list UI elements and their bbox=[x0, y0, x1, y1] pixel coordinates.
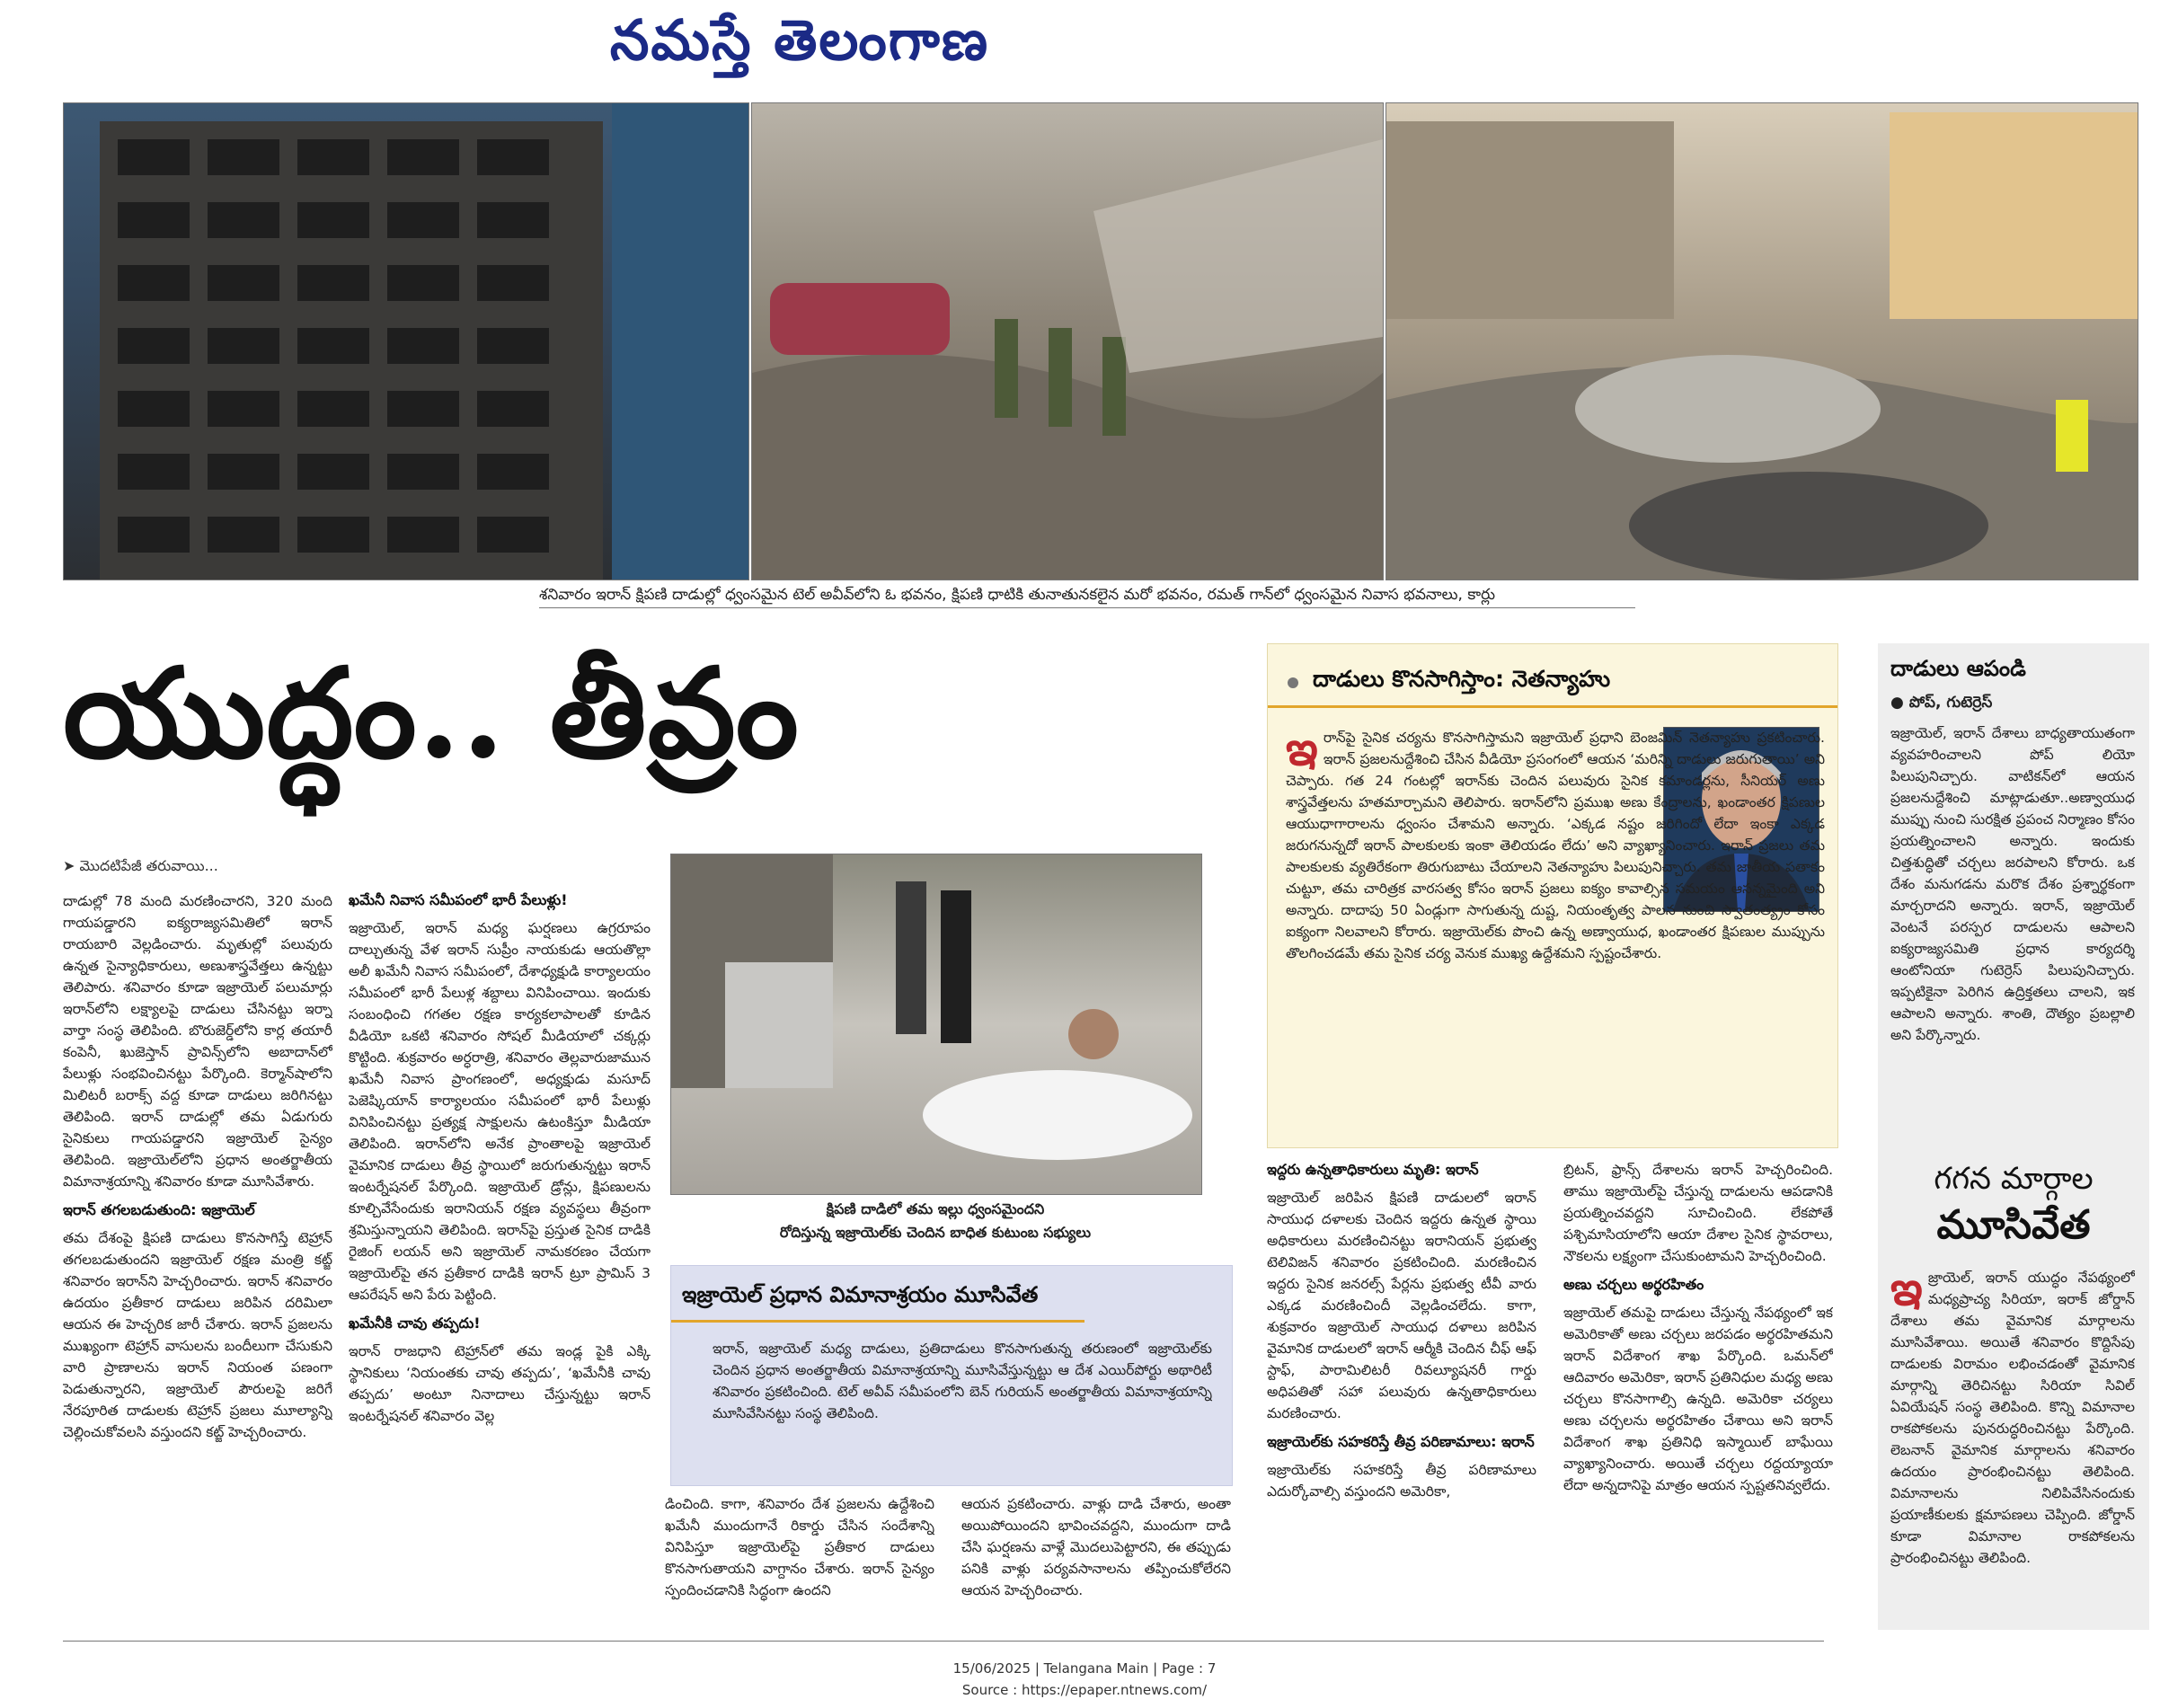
netanyahu-body-text: రాన్‌పై సైనిక చర్యను కొనసాగిస్తామని ఇజ్రాయెల్ ప్రధాని బెంజమిన్ నెతన్యాహు ప్రకటించారు. ఇరాన్ ప్రజలనుద్దేశించి చేసిన వీడియో ప్రసంగంలో ఆయన ‘మరిన్ని దాడులు జరుగుతాయి’ అని చెప్పారు. గత 24 గంటల్లో ఇరాన్‌కు చెందిన పలువురు సైనిక కమాండర్లను, సీనియర్ అణు శాస్త్రవేత్తలను హతమార్చామని తెలిపారు. ఇరాన్‌లోని ప్రముఖ అణు కేంద్రాలను, ఖండాంతర క్షిపణుల ఆయుధాగారాలను ధ్వంసం చేశామని అన్నారు. ‘ఎక్కడ నష్టం జరిగిందో లేదా ఇంకా ఎక్కడ జరుగనున్నదో ఇరాన్ పాలకులకు ఇంకా తెలియడం లేదు’ అని వ్యాఖ్యానించారు. ఇరాన్ ప్రజలు తమ పాలకులకు వ్యతిరేకంగా తిరుగుబాటు చేయాలని నెతన్యాహు పిలుపునిచ్చారు. తమ జాతీయ పతాకం చుట్టూ, తమ చారిత్రక వారసత్వ కోసం ఇరాన్ ప్రజలు ఐక్యం కావాల్సిన సమయం ఆసన్నమైంది అని అన్నారు. దాదాపు 50 ఏండ్లుగా సాగుతున్న దుష్ట, నియంతృత్వ పాలన నుంచి స్వాతంత్య్రం కోసం ఐక్యంగా నిలవాలని కోరారు. ఇజ్రాయెల్‌కు పొంచి ఉన్న అణ్వాయుధ, ఖండాంతర క్షిపణుల ముప్పును తొలగించడమే తమ సైనిక చర్య వెనుక ముఖ్య ఉద్దేశమని స్పష్టంచేశారు. bbox=[1286, 730, 1825, 962]
sidebar-subtitle: ● పోప్, గుటెర్రెస్ bbox=[1890, 694, 1993, 712]
sidebar-gagana-2: మూసివేత bbox=[1936, 1202, 2091, 1248]
netanyahu-title-underline bbox=[1268, 705, 1837, 708]
col5-paragraph-1: బ్రిటన్, ఫ్రాన్స్ దేశాలను ఇరాన్ హెచ్చరించింది. తాము ఇజ్రాయెల్‌పై చేస్తున్న దాడులను ఆపడానికి ప్రయత్నించవద్దని సూచించింది. లేకపోతే పశ్చిమాసియాలోని ఆయా దేశాల సైనిక స్థావరాలు, నౌకలను లక్ష్యంగా చేసుకుంటామని హెచ్చరించింది. bbox=[1563, 1162, 1833, 1265]
col1-paragraph-1: దాడుల్లో 78 మంది మరణించారని, 320 మంది గాయపడ్డారని ఐక్యరాజ్యసమితిలో ఇరాన్ రాయబారి వెల్లడించారు. మృతుల్లో పలువురు ఉన్నత సైన్యాధికారులు, అణుశాస్త్రవేత్తలు ఉన్నట్టు తెలిపారు. శనివారం కూడా ఇజ్రాయెల్ పలుమార్లు ఇరాన్‌లోని లక్ష్యాలపై దాడులు చేసినట్టు ఇర్నా వార్తా సంస్థ తెలిపింది. బొరుజెర్డ్‌లోని కార్ల తయారీ కంపెనీ, ఖుజెస్తాన్ ప్రావిన్స్‌లోని అబాదాన్‌లో పేలుళ్లు సంభవించినట్టు పేర్కొంది. కెర్మాన్‌షాలోని మిలిటరీ బరాక్స్ వద్ద కూడా దాడులు జరిగినట్టు తెలిపింది. ఇరాన్ దాడుల్లో తమ ఏడుగురు సైనికులు గాయపడ్డారని ఇజ్రాయెల్ సైన్యం తెలిపింది. ఇజ్రాయెల్‌లోని ప్రధాన అంతర్జాతీయ విమానాశ్రయాన్ని శనివారం కూడా మూసివేశారు. bbox=[63, 892, 332, 1190]
footer-source: Source : https://epaper.ntnews.com/ bbox=[961, 1682, 1208, 1698]
sidebar-title: దాడులు ఆపండి bbox=[1890, 656, 2026, 681]
column-1 bbox=[63, 855, 332, 1628]
photo-damaged-tower bbox=[63, 102, 749, 580]
col2-subheading-1: ఖమేనీ నివాస సమీపంలో భారీ పేలుళ్లు! bbox=[349, 891, 568, 908]
col4-paragraph-2: ఇజ్రాయెల్‌కు సహకరిస్తే తీవ్ర పరిణామాలు ఎదుర్కోవాల్సి వస్తుందని అమెరికా, bbox=[1267, 1461, 1536, 1500]
main-headline: యుద్ధం.. తీవ్రం bbox=[63, 640, 800, 786]
airport-closure-title: ఇజ్రాయెల్ ప్రధాన విమానాశ్రయం మూసివేత bbox=[682, 1282, 1039, 1307]
sidebar-box bbox=[1878, 643, 2149, 1630]
column-5 bbox=[1563, 1159, 1833, 1626]
family-photo-caption-2: రోదిస్తున్న ఇజ్రాయెల్‌కు చెందిన బాధిత కుటుంబ సభ్యులు bbox=[779, 1224, 1092, 1241]
sidebar-body-2 bbox=[1890, 1267, 2135, 1617]
sidebar-body: ఇజ్రాయెల్, ఇరాన్ దేశాలు బాధ్యతాయుతంగా వ్యవహరించాలని పోప్ లియో పిలుపునిచ్చారు. వాటికన్‌లో ఆయన ప్రజలనుద్దేశించి మాట్లాడుతూ..అణ్వాయుధ ముప్పు నుంచి సురక్షిత ప్రపంచ నిర్మాణం కోసం ప్రయత్నించాలని అన్నారు. ఇందుకు చిత్తశుద్ధితో చర్చలు జరపాలని కోరారు. ఒక దేశం మనుగడను మరొక దేశం ప్రశ్నార్థకంగా మార్చరాదని అన్నారు. ఇరాన్, ఇజ్రాయెల్ వెంటనే పరస్పర దాడులను ఆపాలని ఐక్యరాజ్యసమితి ప్రధాన కార్యదర్శి ఆంటోనియా గుటెర్రెస్ పిలుపునిచ్చారు. ఇప్పటికైనా పెరిగిన ఉద్రిక్తతలు చాలని, ఇక ఆపాలని అన్నారు. శాంతి, దౌత్యం ప్రబల్లాలి అని పేర్కొన్నారు. bbox=[1890, 725, 2135, 1044]
col4-subheading-2: ఇజ్రాయెల్‌కు సహకరిస్తే తీవ్ర పరిణామాలు: ఇరాన్ bbox=[1267, 1432, 1535, 1450]
masthead: నమస్తే తెలంగాణ bbox=[609, 7, 990, 73]
bullet-icon bbox=[1288, 677, 1298, 688]
netanyahu-box bbox=[1267, 643, 1838, 1148]
column-2 bbox=[349, 889, 651, 1628]
netanyahu-dropcap: ఇ bbox=[1286, 727, 1318, 776]
netanyahu-box-body bbox=[1286, 727, 1825, 1138]
bottom-rule bbox=[63, 1641, 1824, 1642]
netanyahu-box-heading bbox=[1288, 666, 1610, 698]
column-4 bbox=[1267, 1159, 1536, 1626]
photo-destroyed-houses bbox=[1386, 102, 2138, 580]
sidebar-body-2-text: జ్రాయెల్, ఇరాన్ యుద్ధం నేపథ్యంలో మధ్యప్రాచ్య సిరియా, ఇరాక్ జోర్డాన్ దేశాలు తమ వైమానిక మార్గాలను మూసివేశాయి. అయితే శనివారం కొద్దిసేపు దాడులకు విరామం లభించడంతో వైమానిక మార్గాన్ని తెరిచినట్టు సిరియా సివిల్ ఏవియేషన్ సంస్థ తెలిపింది. కొన్ని విమానాల రాకపోకలను పునరుద్ధరించినట్టు పేర్కొంది. లెబనాన్ వైమానిక మార్గాలను శనివారం ఉదయం ప్రారంభించినట్టు తెలిపింది. విమానాలను నిలిపివేసినందుకు ప్రయాణీకులకు క్షమాపణలు చెప్పింది. జోర్డాన్ కూడా విమానాల రాకపోకలను ప్రారంభించినట్టు తెలిపింది. bbox=[1890, 1270, 2135, 1567]
col2-paragraph-2: ఇరాన్ రాజధాని టెహ్రాన్‌లో తమ ఇండ్ల పైకి ఎక్కి స్థానికులు ‘నియంతకు చావు తప్పదు’, ‘ఖమేనీకి చావు తప్పదు’ అంటూ నినాదాలు చేస్తున్నట్టు ఇరాన్ ఇంటర్నేషనల్ శనివారం వెల్ల bbox=[349, 1342, 651, 1424]
airport-title-underline bbox=[671, 1320, 1084, 1323]
airport-closure-body: ఇరాన్, ఇజ్రాయెల్ మధ్య దాడులు, ప్రతిదాడులు కొనసాగుతున్న తరుణంలో ఇజ్రాయెల్‌కు చెందిన ప్రధాన అంతర్జాతీయ విమానాశ్రయాన్ని మూసివేస్తున్నట్టు ఆ దేశ ఎయిర్‌పోర్టు అథారిటీ శనివారం ప్రకటించింది. టెల్ అవీవ్ సమీపంలోని బెన్ గురియన్ అంతర్జాతీయ విమానాశ్రయాన్ని మూసివేసినట్టు సంస్థ తెలిపింది. bbox=[713, 1341, 1212, 1422]
airport-closure-box bbox=[670, 1265, 1233, 1486]
photo-rubble-soldiers bbox=[751, 102, 1384, 580]
sidebar-gagana-1: గగన మార్గాల bbox=[1934, 1161, 2094, 1197]
family-photo-caption-1: క్షిపణి దాడిలో తమ ఇల్లు ధ్వంసమైందని bbox=[826, 1200, 1045, 1217]
col4-subheading-1: ఇద్దరు ఉన్నతాధికారులు మృతి: ఇరాన్ bbox=[1267, 1161, 1479, 1178]
caption-underline bbox=[539, 607, 1635, 608]
sidebar-dropcap: ఇ bbox=[1890, 1267, 1923, 1316]
photo-family-damaged-house bbox=[670, 854, 1202, 1195]
col2-subheading-2: ఖమేనీకి చావు తప్పదు! bbox=[349, 1314, 481, 1332]
column-3-bottom: డించింది. కాగా, శనివారం దేశ ప్రజలను ఉద్దేశించి ఖమేనీ ముందుగానే రికార్డు చేసిన సందేశాన్ని వినిపిస్తూ ఇజ్రాయెల్‌పై ప్రతీకార దాడులు కొనసాగుతాయని వాగ్దానం చేశారు. ఇరాన్ సైన్యం స్పందించడానికి సిద్ధంగా ఉందని bbox=[665, 1496, 934, 1599]
netanyahu-box-title: దాడులు కొనసాగిస్తాం: నెతన్యాహు bbox=[1313, 666, 1611, 692]
col4-paragraph-1: ఇజ్రాయెల్ జరిపిన క్షిపణి దాడులలో ఇరాన్ సాయుధ దళాలకు చెందిన ఇద్దరు ఉన్నత స్థాయి అధికారులు మరణించినట్టు ఇరానియన్ ప్రభుత్వ టెలివిజన్ శనివారం ప్రకటించింది. మరణించిన ఇద్దరు సైనిక జనరల్స్ పేర్లను ప్రభుత్వ టీవీ వారు ఎక్కడ మరణించిందీ వెల్లడించలేదు. కాగా, శుక్రవారం ఇజ్రాయెల్ సాయుధ దళాలు జరిపిన వైమానిక దాడులలో ఇరాన్ ఆర్మీకి చెందిన చీఫ్ ఆఫ్ స్టాఫ్, పారామిలిటరీ రివల్యూషనరీ గార్డు అధిపతితో సహా పలువురు ఉన్నతాధికారులు మరణించారు. bbox=[1267, 1189, 1536, 1421]
column-4-bottom: ఆయన ప్రకటించారు. వాళ్లు దాడి చేశారు, అంతా అయిపోయిందని భావించవద్దని, ముందుగా దాడి చేసి ఘర్షణను వాళ్లే మొదలుపెట్టారని, ఈ తప్పుడు పనికి వాళ్లు పర్యవసానాలను తప్పించుకోలేరని ఆయన హెచ్చరించారు. bbox=[961, 1496, 1231, 1599]
col5-subheading: అణు చర్చలు అర్థరహితం bbox=[1563, 1276, 1704, 1294]
col1-subheading: ఇరాన్ తగలబడుతుంది: ఇజ్రాయెల్ bbox=[63, 1201, 255, 1219]
photos-caption: శనివారం ఇరాన్ క్షిపణి దాడుల్లో ధ్వంసమైన టెల్ అవీవ్‌లోని ఓ భవనం, క్షిపణి ధాటికి తునాతునకలైన మరో భవనం, రమత్ గాన్‌లో ధ్వంసమైన నివాస భవనాలు, కార్లు bbox=[539, 586, 1496, 604]
col1-paragraph-2: తమ దేశంపై క్షిపణి దాడులు కొనసాగిస్తే టెహ్రాన్ తగలబడుతుందని ఇజ్రాయెల్ రక్షణ మంత్రి కట్జ్ శనివారం ఇరాన్‌ని హెచ్చరించారు. ఇరాన్ శనివారం ఉదయం ప్రతీకార దాడులు జరిపిన దరిమిలా ఆయన ఈ హెచ్చరిక జారీ చేశారు. ఇరాన్ ప్రజలను ముఖ్యంగా టెహ్రాన్ వాసులను బందీలుగా చేసుకుని వారి ప్రాణాలను ఇరాన్ నియంత పణంగా పెడుతున్నారని, ఇజ్రాయెల్ పౌరులపై జరిగే నేరపూరిత దాడులకు టెహ్రాన్ ప్రజలు మూల్యాన్ని చెల్లించుకోవలసి వస్తుందని కట్జ్ హెచ్చరించారు. bbox=[63, 1229, 332, 1440]
continued-label: ➤ మొదటిపేజీ తరువాయి... bbox=[63, 857, 218, 874]
footer-date: 15/06/2025 | Telangana Main | Page : 7 bbox=[952, 1660, 1217, 1677]
col2-paragraph-1: ఇజ్రాయెల్, ఇరాన్ మధ్య ఘర్షణలు ఉగ్రరూపం దాల్చుతున్న వేళ ఇరాన్ సుప్రీం నాయకుడు ఆయతొల్లా అలీ ఖమేనీ నివాస సమీపంలో, దేశాధ్యక్షుడి కార్యాలయం సమీపంలో భారీ పేలుళ్ల శబ్దాలు వినిపించాయి. ఇందుకు సంబంధించి గగతల రక్షణ కార్యకలాపాలతో కూడిన వీడియో ఒకటి శనివారం సోషల్ మీడియాలో చక్కర్లు కొట్టింది. శుక్రవారం అర్ధరాత్రి, శనివారం తెల్లవారుజామున ఖమేనీ నివాస ప్రాంగణంలో, అధ్యక్షుడు మసూద్ పెజెష్కియాన్ కార్యాలయం సమీపంలో భారీ పేలుళ్లు వినిపించినట్టు ప్రత్యక్ష సాక్షులను ఉటంకిస్తూ మీడియా తెలిపింది. ఇరాన్‌లోని అనేక ప్రాంతాలపై ఇజ్రాయెల్ వైమానిక దాడులు తీవ్ర స్థాయిలో జరుగుతున్నట్టు ఇరాన్ ఇంటర్నేషనల్ పేర్కొంది. ఇజ్రాయెల్ డ్రోన్లు, క్షిపణులను కూల్చివేసేందుకు ఇరానియన్ రక్షణ వ్యవస్థలు తీవ్రంగా శ్రమిస్తున్నాయని తెలిపింది. ఇరాన్‌పై ప్రస్తుత సైనిక దాడికి రైజింగ్ లయన్ అని ఇజ్రాయెల్ నామకరణం చేయగా ఇజ్రాయెల్‌పై తన ప్రతీకార దాడికి ఇరాన్ ట్రూ ప్రామిస్ 3 ఆపరేషన్ అని పేరు పెట్టింది. bbox=[349, 919, 651, 1304]
col5-paragraph-2: ఇజ్రాయెల్ తమపై దాడులు చేస్తున్న నేపథ్యంలో ఇక అమెరికాతో అణు చర్చలు జరపడం అర్థరహితమని ఇరాన్ విదేశాంగ శాఖ పేర్కొంది. ఒమన్‌లో ఆదివారం అమెరికా, ఇరాన్ ప్రతినిధుల మధ్య అణు చర్చలు కొనసాగాల్సి ఉన్నది. అమెరికా చర్యలు అణు చర్చలను అర్థరహితం చేశాయి అని ఇరాన్ విదేశాంగ శాఖ ప్రతినిధి ఇస్మాయిల్ బాఘేయి వ్యాఖ్యానించారు. అయితే చర్చలు రద్దయ్యాయా లేదా అన్నదానిపై మాత్రం ఆయన స్పష్టతనివ్వలేదు. bbox=[1563, 1304, 1833, 1493]
